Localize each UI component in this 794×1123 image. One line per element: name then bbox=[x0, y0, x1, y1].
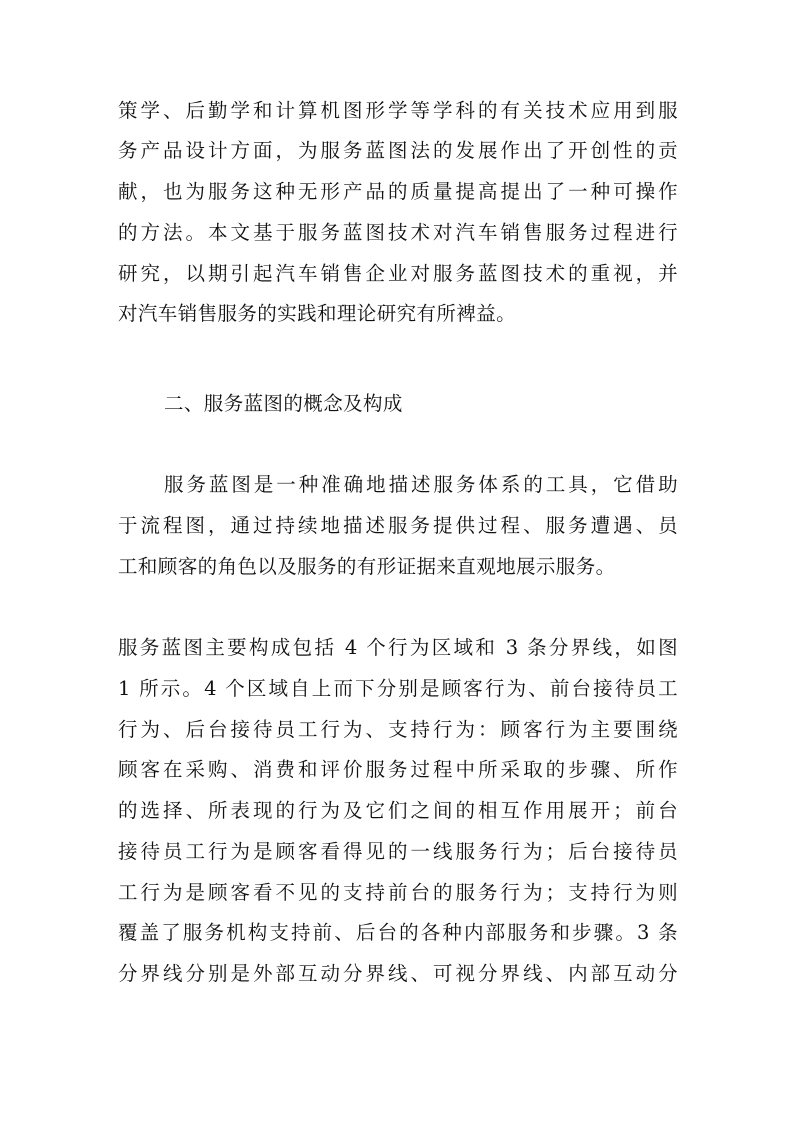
paragraph-line: 工行为是顾客看不见的支持前台的服务行为；支持行为则 bbox=[118, 881, 678, 904]
paragraph-line: 工和顾客的角色以及服务的有形证据来直观地展示服务。 bbox=[118, 555, 616, 578]
paragraph-line: 于流程图，通过持续地描述服务提供过程、服务遭遇、员 bbox=[118, 514, 678, 537]
paragraph-line: 务产品设计方面，为服务蓝图法的发展作出了开创性的贡 bbox=[118, 139, 678, 162]
paragraph-line: 分界线分别是外部互动分界线、可视分界线、内部互动分 bbox=[118, 962, 678, 985]
paragraph-line: 的方法。本文基于服务蓝图技术对汽车销售服务过程进行 bbox=[118, 221, 678, 244]
paragraph-line: 的选择、所表现的行为及它们之间的相互作用展开；前台 bbox=[118, 799, 678, 822]
paragraph-line: 覆盖了服务机构支持前、后台的各种内部服务和步骤。3 条 bbox=[118, 921, 678, 944]
paragraph-line: 行为、后台接待员工行为、支持行为：顾客行为主要围绕 bbox=[118, 718, 678, 741]
paragraph-line: 接待员工行为是顾客看得见的一线服务行为；后台接待员 bbox=[118, 840, 678, 863]
paragraph-line: 顾客在采购、消费和评价服务过程中所采取的步骤、所作 bbox=[118, 758, 678, 781]
paragraph-line: 研究，以期引起汽车销售企业对服务蓝图技术的重视，并 bbox=[118, 262, 678, 285]
paragraph-line: 策学、后勤学和计算机图形学等学科的有关技术应用到服 bbox=[118, 99, 678, 122]
paragraph-line: 服务蓝图主要构成包括 4 个行为区域和 3 条分界线，如图 bbox=[118, 636, 678, 659]
paragraph-line: 献，也为服务这种无形产品的质量提高提出了一种可操作 bbox=[118, 180, 678, 203]
paragraph-line: 服务蓝图是一种准确地描述服务体系的工具，它借助 bbox=[164, 473, 678, 496]
paragraph-line: 对汽车销售服务的实践和理论研究有所裨益。 bbox=[118, 302, 517, 325]
paragraph-line: 1 所示。4 个区域自上而下分别是顾客行为、前台接待员工 bbox=[118, 677, 678, 700]
section-heading: 二、服务蓝图的概念及构成 bbox=[164, 392, 403, 415]
